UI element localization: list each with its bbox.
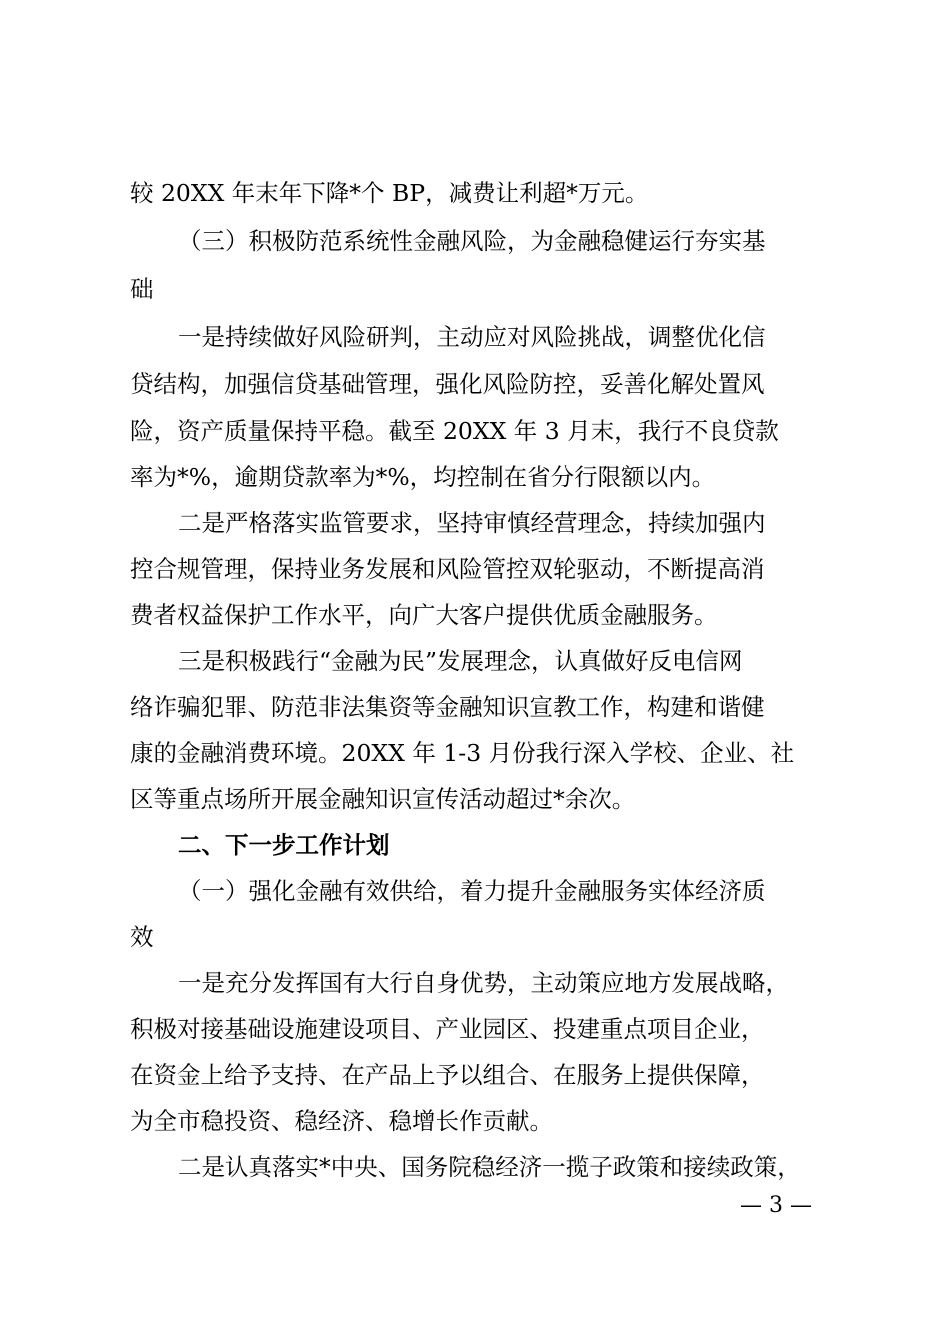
paragraph-line: 络诈骗犯罪、防范非法集资等金融知识宣教工作，构建和谐健 bbox=[130, 693, 765, 721]
page-number: — 3 — bbox=[740, 1193, 812, 1218]
paragraph-line: 费者权益保护工作水平，向广大客户提供优质金融服务。 bbox=[130, 601, 718, 629]
section-heading-1: （一）强化金融有效供给，着力提升金融服务实体经济质 bbox=[178, 877, 766, 905]
section-heading-2: 二、下一步工作计划 bbox=[178, 831, 390, 859]
paragraph-line: 控合规管理，保持业务发展和风险管控双轮驱动，不断提高消 bbox=[130, 555, 765, 583]
paragraph-line: 险，资产质量保持平稳。截至 20XX 年 3 月末，我行不良贷款 bbox=[130, 417, 779, 445]
paragraph-line: 三是积极践行“金融为民”发展理念，认真做好反电信网 bbox=[178, 647, 743, 675]
section-heading-3-cont: 础 bbox=[130, 275, 154, 303]
paragraph-line: 贷结构，加强信贷基础管理，强化风险防控，妥善化解处置风 bbox=[130, 370, 765, 398]
section-heading-3: （三）积极防范系统性金融风险，为金融稳健运行夯实基 bbox=[178, 227, 766, 255]
section-heading-1-cont: 效 bbox=[130, 923, 154, 951]
paragraph-line: 率为*%，逾期贷款率为*%，均控制在省分行限额以内。 bbox=[130, 463, 716, 491]
paragraph-line: 在资金上给予支持、在产品上予以组合、在服务上提供保障， bbox=[130, 1061, 765, 1089]
paragraph-line: 为全市稳投资、稳经济、稳增长作贡献。 bbox=[130, 1107, 553, 1135]
paragraph-line: 一是持续做好风险研判，主动应对风险挑战，调整优化信 bbox=[178, 323, 766, 351]
paragraph-line: 康的金融消费环境。20XX 年 1-3 月份我行深入学校、企业、社 bbox=[130, 739, 795, 767]
paragraph-line: 积极对接基础设施建设项目、产业园区、投建重点项目企业， bbox=[130, 1015, 765, 1043]
paragraph-line: 一是充分发挥国有大行自身优势，主动策应地方发展战略， bbox=[178, 969, 789, 997]
paragraph-line: 区等重点场所开展金融知识宣传活动超过*余次。 bbox=[130, 785, 636, 813]
paragraph-line: 二是严格落实监管要求，坚持审慎经营理念，持续加强内 bbox=[178, 509, 766, 537]
paragraph-line: 二是认真落实*中央、国务院稳经济一揽子政策和接续政策， bbox=[178, 1153, 801, 1181]
paragraph-line: 较 20XX 年末年下降*个 BP，减费让利超*万元。 bbox=[130, 179, 649, 207]
